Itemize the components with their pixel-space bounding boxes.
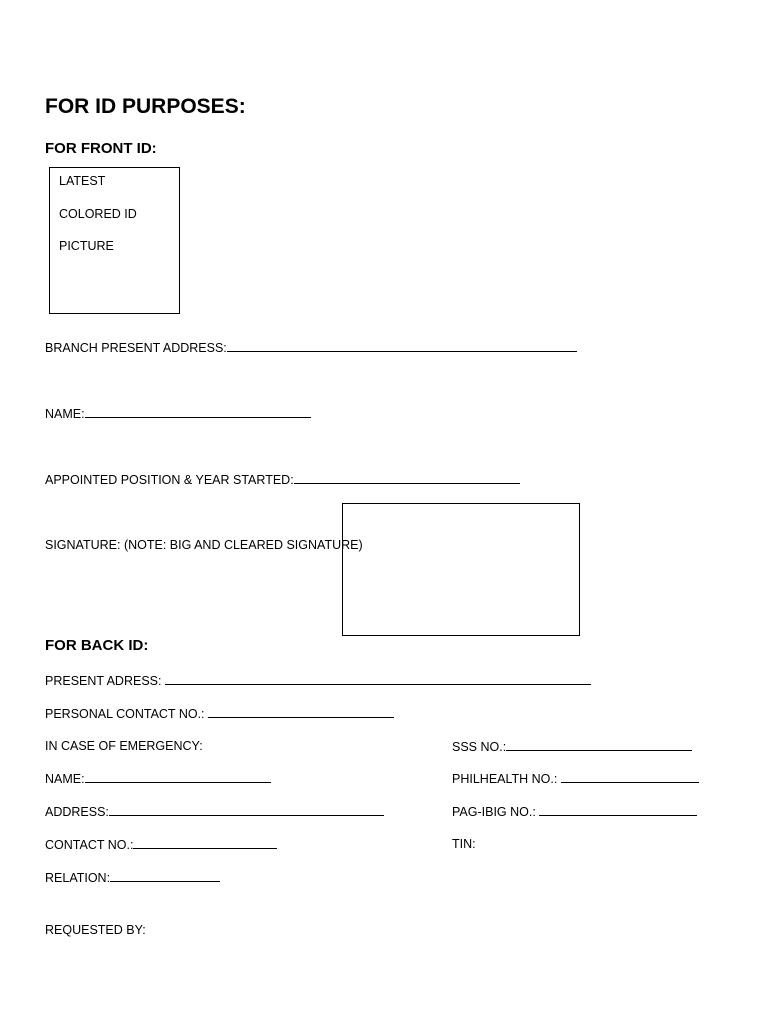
present-address-row (45, 673, 591, 688)
present-address-field[interactable] (165, 673, 591, 685)
emergency-address-field[interactable] (109, 804, 384, 816)
name-row (45, 406, 311, 421)
form-title: FOR ID PURPOSES: (45, 95, 246, 118)
philhealth-field[interactable] (561, 771, 699, 783)
personal-contact-field[interactable] (208, 706, 394, 718)
requested-by-label: REQUESTED BY: (45, 923, 146, 937)
name-label: NAME: (45, 407, 85, 421)
emergency-address-row (45, 804, 384, 819)
emergency-contact-row (45, 837, 277, 852)
emergency-contact-label: CONTACT NO.: (45, 838, 134, 852)
photo-box-line-3: PICTURE (59, 239, 114, 253)
philhealth-label: PHILHEALTH NO.: (452, 772, 561, 786)
tin-label: TIN: (452, 837, 476, 851)
photo-box-line-1: LATEST (59, 174, 106, 188)
personal-contact-label: PERSONAL CONTACT NO.: (45, 707, 208, 721)
pagibig-field[interactable] (539, 804, 697, 816)
emergency-address-label: ADDRESS: (45, 805, 109, 819)
front-id-heading: FOR FRONT ID: (45, 140, 157, 157)
position-row (45, 472, 520, 487)
pagibig-row (452, 804, 697, 819)
emergency-name-field[interactable] (85, 771, 271, 783)
photo-box-line-2: COLORED ID (59, 207, 137, 221)
sss-label: SSS NO.: (452, 740, 507, 754)
emergency-label: IN CASE OF EMERGENCY: (45, 739, 203, 753)
signature-box[interactable] (342, 503, 580, 636)
relation-field[interactable] (110, 870, 220, 882)
photo-box[interactable] (49, 167, 180, 314)
pagibig-label: PAG-IBIG NO.: (452, 805, 540, 819)
name-field[interactable] (85, 406, 311, 418)
relation-row (45, 870, 220, 885)
branch-address-field[interactable] (227, 340, 577, 352)
branch-address-label: BRANCH PRESENT ADDRESS: (45, 341, 227, 355)
sss-row (452, 739, 692, 754)
present-address-label: PRESENT ADRESS: (45, 674, 165, 688)
emergency-name-row (45, 771, 271, 786)
philhealth-row (452, 771, 699, 786)
back-id-heading: FOR BACK ID: (45, 637, 149, 654)
relation-label: RELATION: (45, 871, 111, 885)
sss-field[interactable] (506, 739, 692, 751)
position-label: APPOINTED POSITION & YEAR STARTED: (45, 473, 294, 487)
emergency-name-label: NAME: (45, 772, 85, 786)
emergency-contact-field[interactable] (133, 837, 277, 849)
personal-contact-row (45, 706, 394, 721)
position-field[interactable] (294, 472, 520, 484)
signature-label: SIGNATURE: (NOTE: BIG AND CLEARED SIGNATURE) (45, 538, 363, 552)
branch-address-row (45, 340, 577, 355)
